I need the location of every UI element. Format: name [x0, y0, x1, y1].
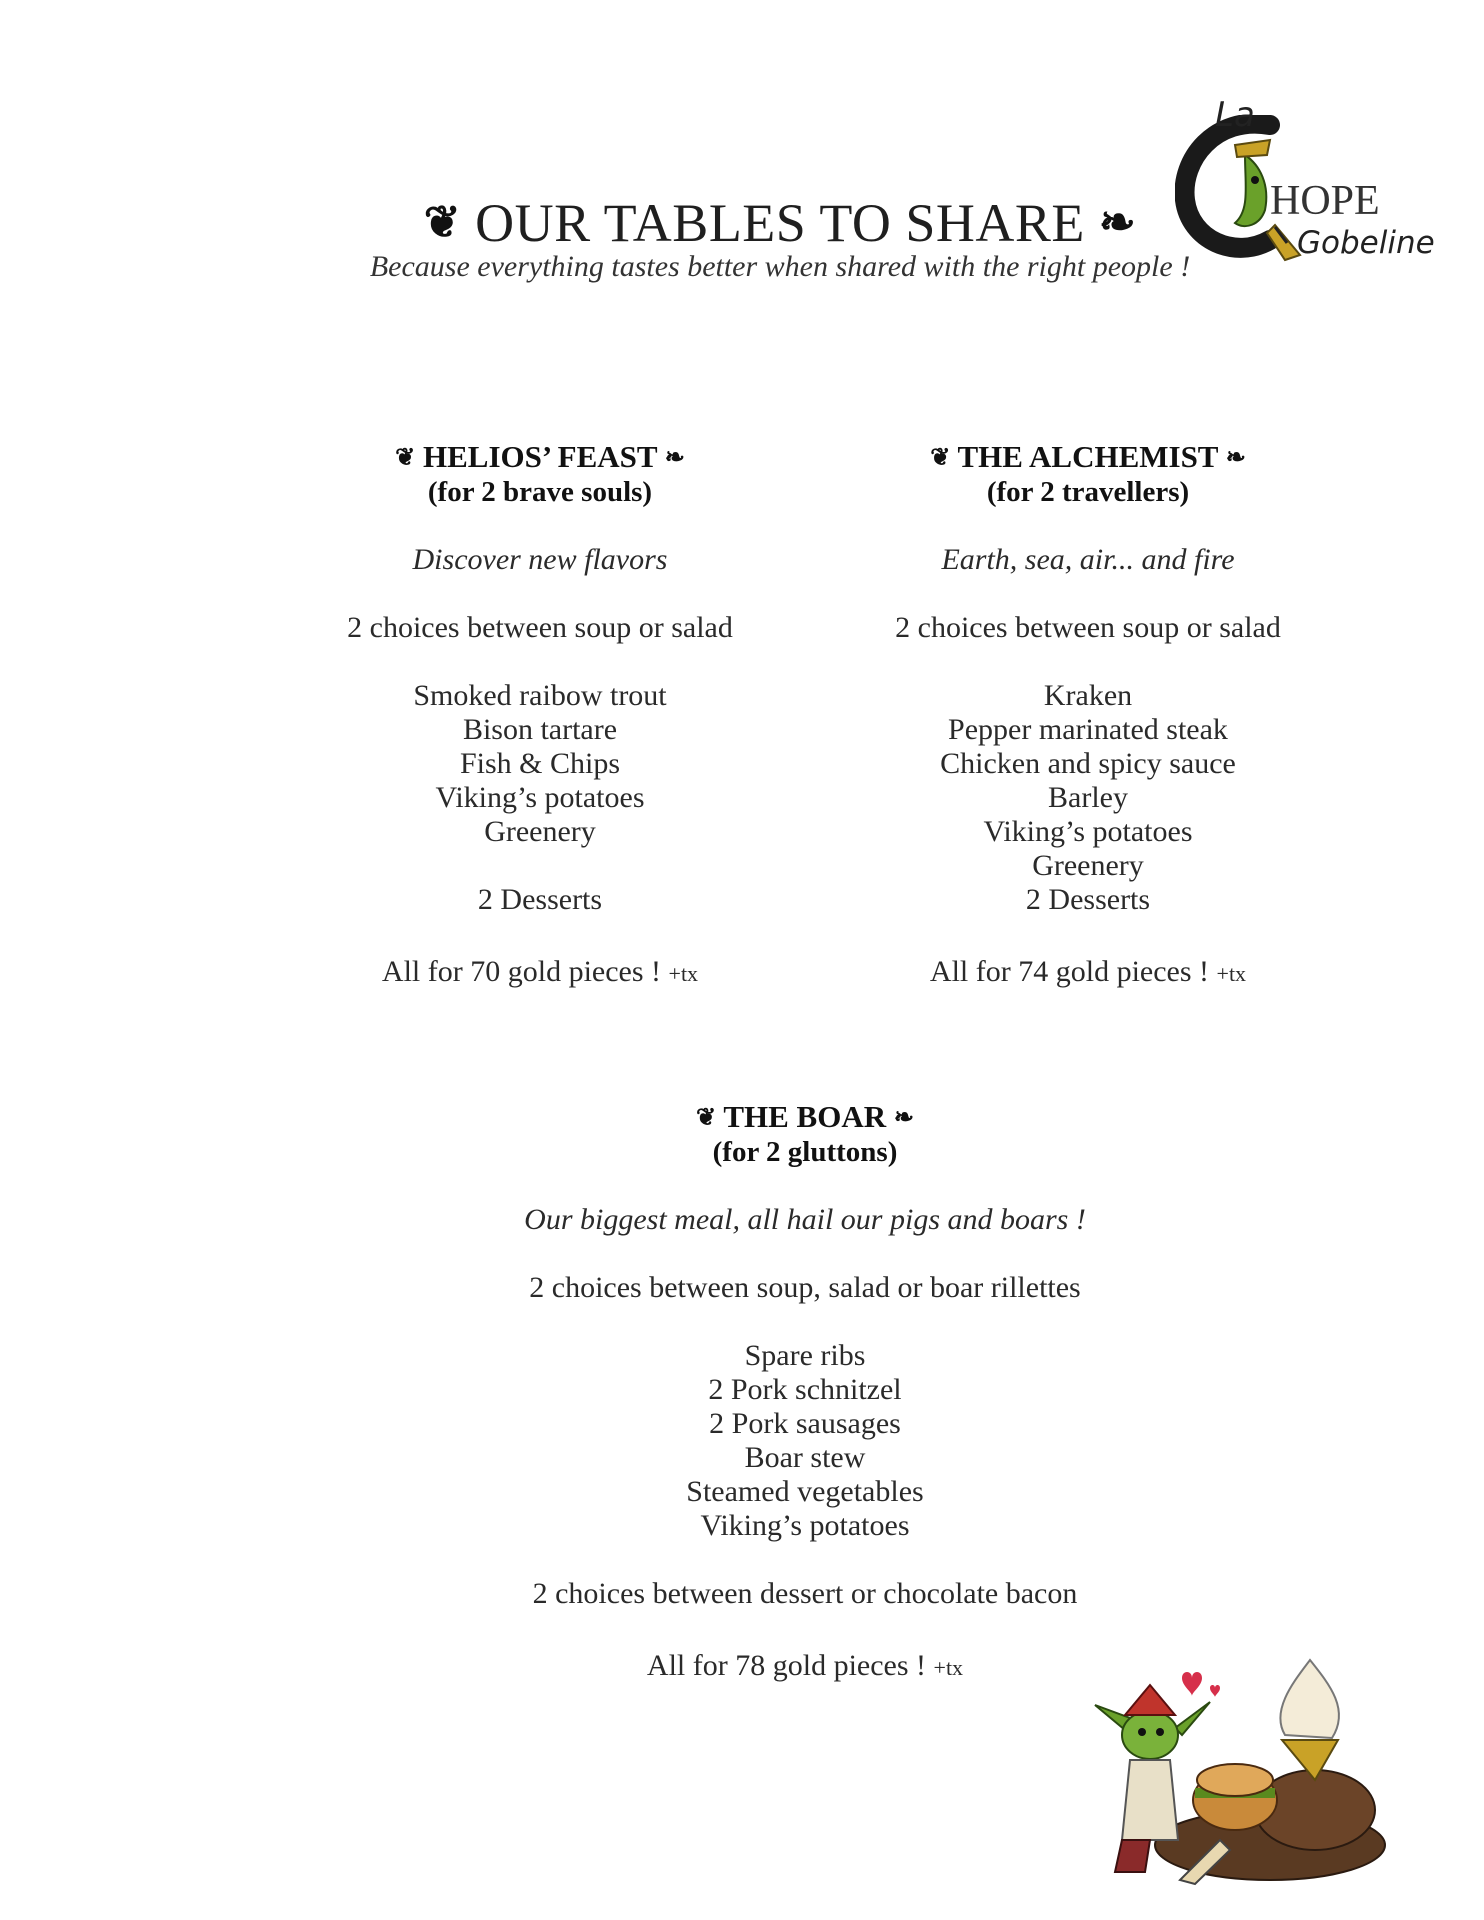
menu-title — [838, 440, 1338, 475]
page-title — [280, 192, 1280, 254]
menu-price-text: All for 70 gold pieces ! — [381, 955, 662, 988]
page-title-text: OUR TABLES TO SHARE — [475, 193, 1085, 253]
menu-item: Fish & Chips — [459, 747, 621, 780]
ornament-right: ❧ — [664, 445, 685, 471]
menu-item: Kraken — [1043, 679, 1133, 712]
menu-item: Viking’s potatoes — [700, 1509, 910, 1542]
menu-the-alchemist — [838, 440, 1338, 991]
menu-serves: (for 2 brave souls) — [427, 476, 653, 508]
menu-item: Greenery — [484, 815, 596, 848]
menu-tax: +tx — [1216, 961, 1247, 986]
menu-title — [300, 440, 780, 475]
ornament-right: ❧ — [1225, 445, 1246, 471]
menu-title-text: THE ALCHEMIST — [957, 439, 1218, 474]
menu-item: 2 Pork sausages — [709, 1407, 901, 1440]
menu-item: Bison tartare — [462, 713, 618, 746]
menu-item: Barley — [1048, 781, 1128, 814]
menu-price — [300, 955, 780, 991]
logo-text-gobeline: Gobeline — [1297, 225, 1435, 261]
menu-item: Spare ribs — [744, 1339, 866, 1372]
menu-item: Boar stew — [744, 1441, 866, 1474]
goblin-with-food-illustration-icon — [1070, 1640, 1400, 1890]
ornament-left: ❦ — [696, 1105, 717, 1131]
menu-item: Chicken and spicy sauce — [940, 747, 1236, 780]
logo-text-hope: HOPE — [1270, 178, 1380, 224]
menu-price — [430, 1649, 1180, 1685]
menu-dessert: 2 choices between dessert or chocolate bacon — [532, 1577, 1078, 1610]
menu-item: 2 Pork schnitzel — [708, 1373, 902, 1406]
menu-starter: 2 choices between soup or salad — [895, 611, 1281, 644]
menu-the-boar — [430, 1100, 1180, 1685]
menu-item: 2 Desserts — [1025, 883, 1151, 916]
menu-tax: +tx — [668, 961, 699, 986]
ornament-left: ❦ — [423, 198, 462, 247]
ornament-right: ❧ — [1098, 198, 1137, 247]
menu-item: Viking’s potatoes — [983, 815, 1193, 848]
menu-tagline: Discover new flavors — [412, 543, 668, 576]
menu-tagline: Our biggest meal, all hail our pigs and boars ! — [524, 1203, 1086, 1236]
menu-item: Pepper marinated steak — [948, 713, 1228, 746]
menu-helios-feast — [300, 440, 780, 991]
menu-item: Viking’s potatoes — [435, 781, 645, 814]
menu-item: Steamed vegetables — [686, 1475, 924, 1508]
logo-text-la: La — [1215, 95, 1255, 135]
menu-tagline: Earth, sea, air... and fire — [941, 543, 1235, 576]
ornament-right: ❧ — [893, 1105, 914, 1131]
menu-price — [838, 955, 1338, 991]
menu-item: Greenery — [1032, 849, 1144, 882]
menu-title — [430, 1100, 1180, 1135]
menu-title-text: HELIOS’ FEAST — [422, 439, 657, 474]
menu-title-text: THE BOAR — [723, 1099, 887, 1134]
menu-price-text: All for 74 gold pieces ! — [929, 955, 1210, 988]
menu-serves: (for 2 gluttons) — [712, 1136, 898, 1168]
menu-item: Smoked raibow trout — [413, 679, 667, 712]
menu-price-text: All for 78 gold pieces ! — [646, 1649, 927, 1682]
menu-tax: +tx — [933, 1655, 964, 1680]
menu-starter: 2 choices between soup or salad — [347, 611, 733, 644]
menu-starter: 2 choices between soup, salad or boar rillettes — [529, 1271, 1081, 1304]
ornament-left: ❦ — [395, 445, 416, 471]
menu-serves: (for 2 travellers) — [986, 476, 1190, 508]
restaurant-logo — [1175, 95, 1435, 270]
menu-dessert: 2 Desserts — [477, 883, 603, 916]
page-subtitle: Because everything tastes better when shared with the right people ! — [369, 250, 1191, 283]
ornament-left: ❦ — [930, 445, 951, 471]
